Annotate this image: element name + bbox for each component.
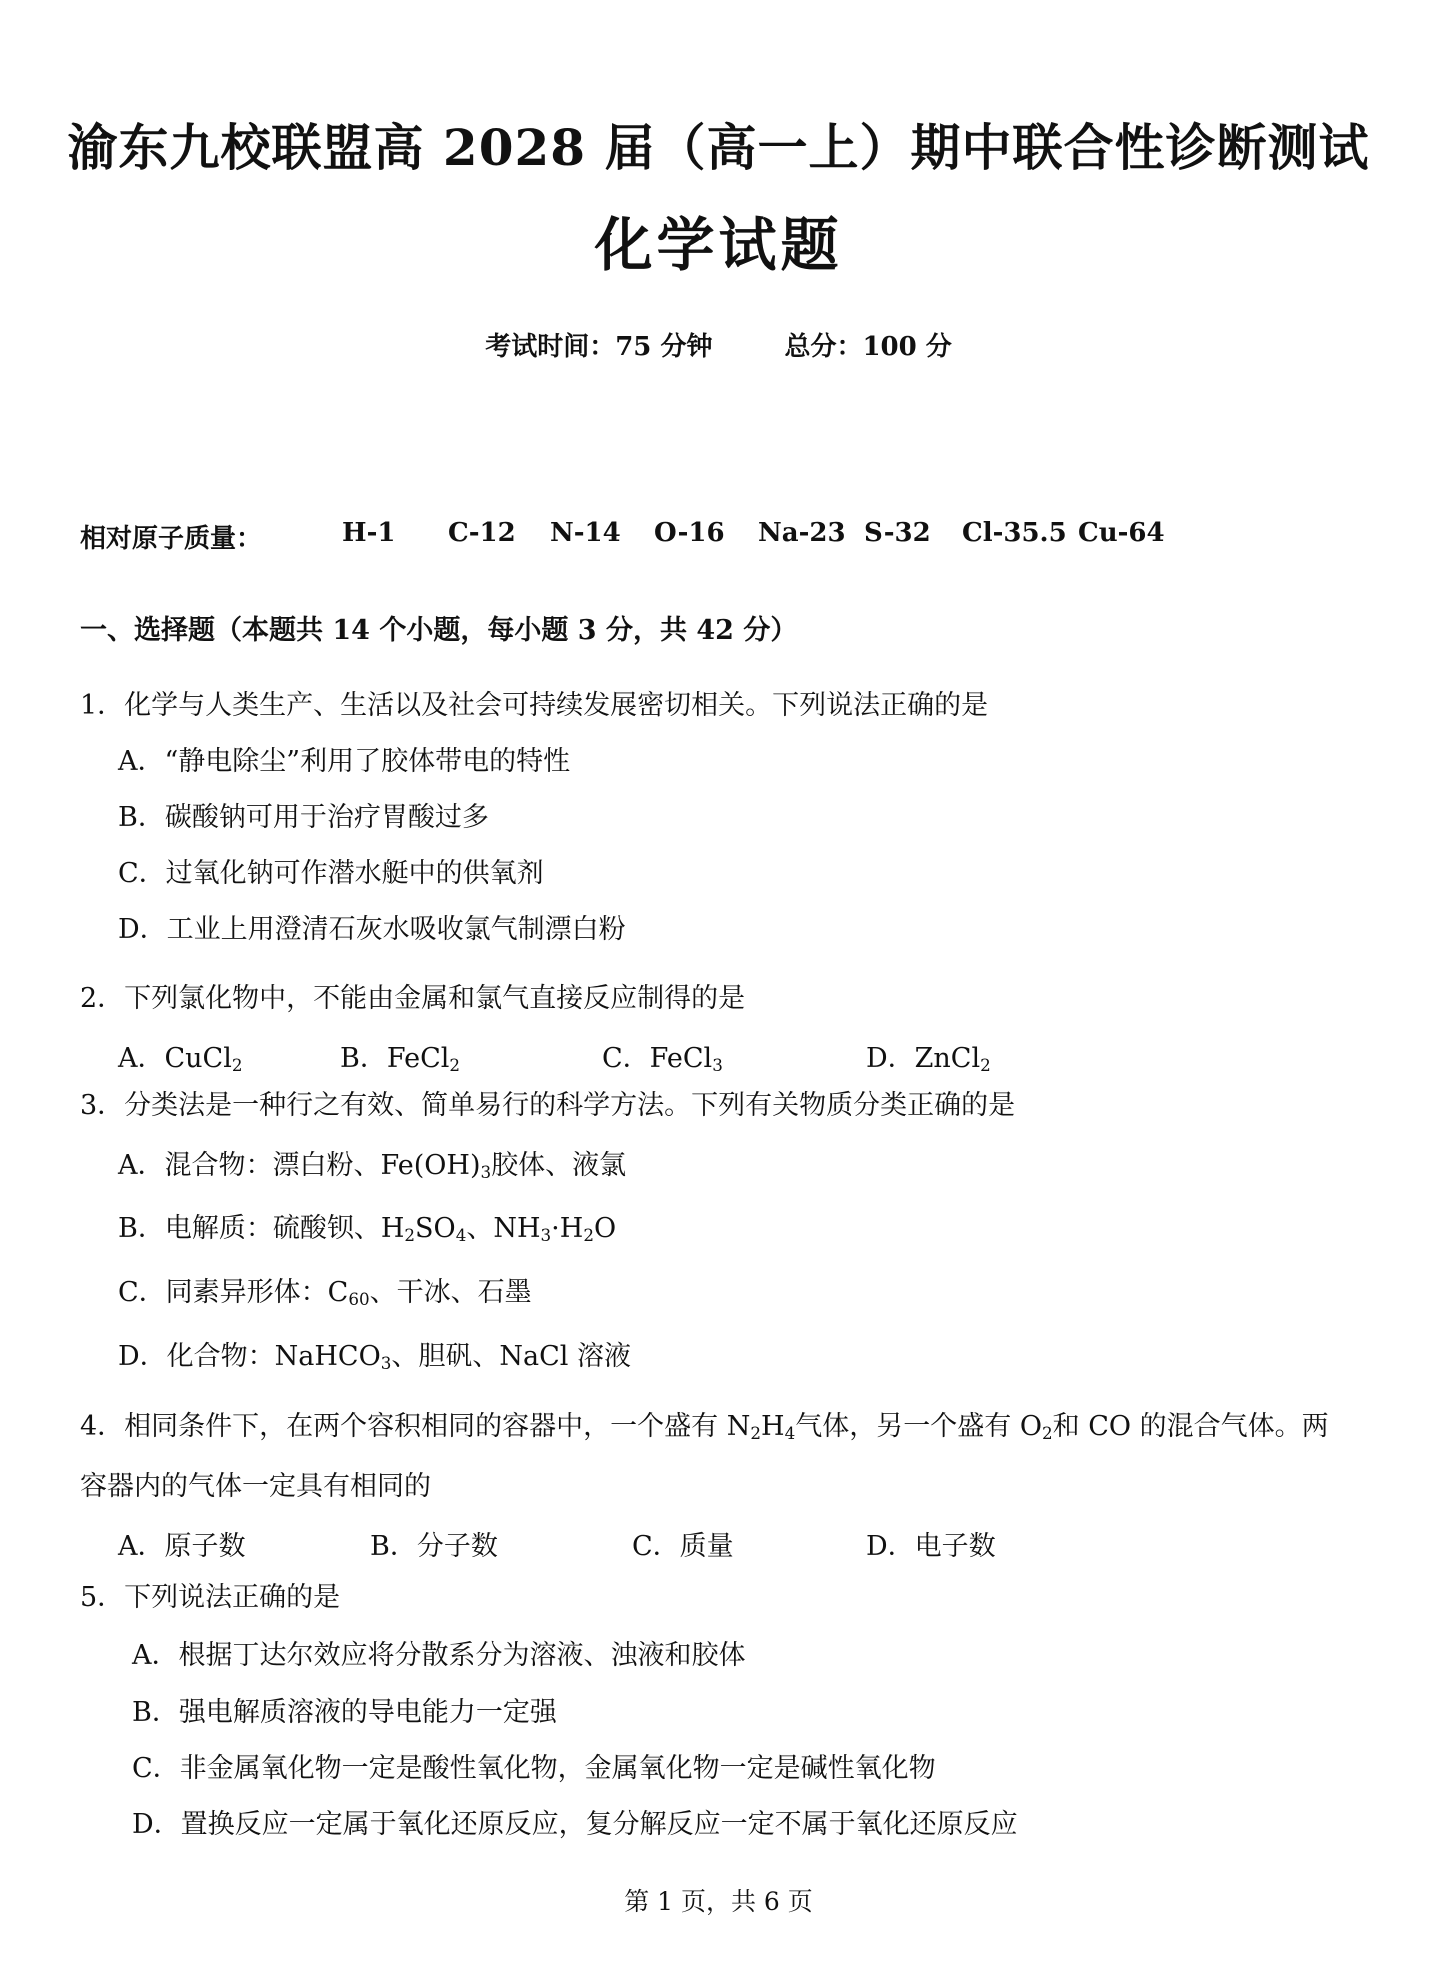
question-5-option-b: B．强电解质溶液的导电能力一定强 bbox=[132, 1697, 557, 1728]
atomic-masses-label: 相对原子质量： bbox=[80, 524, 263, 554]
question-1-option-c: C．过氧化钠可作潜水艇中的供氧剂 bbox=[118, 858, 544, 889]
question-4-stem-line2: 容器内的气体一定具有相同的 bbox=[80, 1471, 431, 1502]
question-3-option-a: A．混合物：漂白粉、$Fe(OH)_3$胶体、液氯 bbox=[118, 1150, 627, 1183]
atomic-mass-item: O-16 bbox=[654, 518, 725, 548]
question-3-option-d: D．化合物：NaHCO$_3$、胆矾、NaCl 溶液 bbox=[118, 1341, 631, 1374]
question-1-stem: 1．化学与人类生产、生活以及社会可持续发展密切相关。下列说法正确的是 bbox=[80, 690, 989, 721]
total-score: 总分：100 分 bbox=[784, 332, 952, 362]
atomic-mass-item: S-32 bbox=[864, 518, 931, 548]
atomic-mass-item: H-1 bbox=[342, 518, 396, 548]
question-3-option-b: B．电解质：硫酸钡、$H_2SO_4$、$NH_3\cdot H_2O$ bbox=[118, 1213, 617, 1246]
question-5-option-c: C．非金属氧化物一定是酸性氧化物，金属氧化物一定是碱性氧化物 bbox=[132, 1753, 936, 1784]
question-5-stem: 5．下列说法正确的是 bbox=[80, 1582, 341, 1613]
page-number: 第 1 页，共 6 页 bbox=[624, 1887, 813, 1916]
question-4-option-a: A．原子数 bbox=[118, 1531, 246, 1562]
question-2-option-b: B．FeCl$_2$ bbox=[340, 1043, 461, 1076]
question-1-option-d: D．工业上用澄清石灰水吸收氯气制漂白粉 bbox=[118, 914, 626, 945]
atomic-mass-item: Cu-64 bbox=[1078, 518, 1165, 548]
atomic-mass-item: Cl-35.5 bbox=[962, 518, 1067, 548]
question-2-option-d: D．ZnCl$_2$ bbox=[866, 1043, 991, 1076]
question-3-stem: 3．分类法是一种行之有效、简单易行的科学方法。下列有关物质分类正确的是 bbox=[80, 1090, 1016, 1121]
question-4-option-d: D．电子数 bbox=[866, 1531, 996, 1562]
question-2-option-c: C．FeCl$_3$ bbox=[602, 1043, 723, 1076]
question-5-option-a: A．根据丁达尔效应将分散系分为溶液、浊液和胶体 bbox=[132, 1640, 746, 1671]
question-1-option-a: A．“静电除尘”利用了胶体带电的特性 bbox=[118, 746, 571, 777]
question-1-option-b: B．碳酸钠可用于治疗胃酸过多 bbox=[118, 802, 489, 833]
question-5-option-d: D．置换反应一定属于氧化还原反应，复分解反应一定不属于氧化还原反应 bbox=[132, 1809, 1018, 1840]
question-4-option-b: B．分子数 bbox=[370, 1531, 498, 1562]
atomic-mass-item: Na-23 bbox=[758, 518, 846, 548]
question-3-option-c: C．同素异形体：$C_{60}$、干冰、石墨 bbox=[118, 1277, 532, 1310]
subject-title: 化学试题 bbox=[594, 211, 843, 279]
question-4-option-c: C．质量 bbox=[632, 1531, 734, 1562]
exam-meta bbox=[0, 326, 1437, 363]
question-4-stem: 4．相同条件下，在两个容积相同的容器中，一个盛有 $N_2H_4$气体，另一个盛有 $O_2$和 CO 的混合气体。两 bbox=[80, 1411, 1329, 1444]
section-heading: 一、选择题（本题共 14 个小题，每小题 3 分，共 42 分） bbox=[80, 615, 798, 646]
atomic-mass-item: C-12 bbox=[448, 518, 516, 548]
question-2-option-a: A．CuCl$_2$ bbox=[118, 1043, 243, 1076]
atomic-mass-item: N-14 bbox=[550, 518, 621, 548]
exam-time: 考试时间：75 分钟 bbox=[485, 332, 713, 362]
question-2-stem: 2．下列氯化物中，不能由金属和氯气直接反应制得的是 bbox=[80, 983, 746, 1014]
exam-title: 渝东九校联盟高 2028 届（高一上）期中联合性诊断测试 bbox=[67, 118, 1370, 177]
